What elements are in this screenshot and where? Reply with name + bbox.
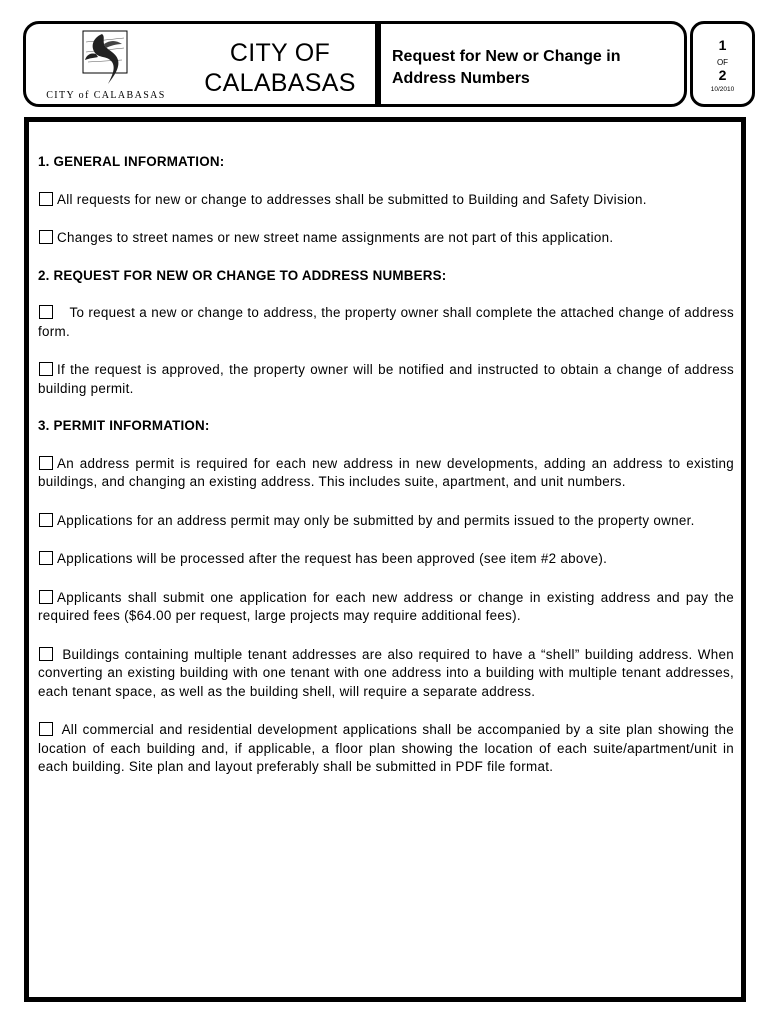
checkbox[interactable] [39, 513, 53, 527]
checkbox[interactable] [39, 590, 53, 604]
city-name-line2: CALABASAS [204, 69, 356, 97]
form-title [392, 46, 662, 90]
permit-item-3: Applications will be processed after the request has been approved (see item #2 above). [38, 550, 734, 569]
page-current: 1 [718, 37, 727, 53]
request-item-1: To request a new or change to address, the property owner shall complete the attached change of address form. [38, 305, 734, 339]
section-heading-request: 2. REQUEST FOR NEW OR CHANGE TO ADDRESS NUMBERS: [38, 267, 447, 283]
checkbox[interactable] [39, 551, 53, 565]
form-title-line2: Address Numbers [392, 70, 530, 87]
checkbox[interactable] [39, 192, 53, 206]
city-name-line1: CITY OF [229, 39, 331, 67]
checkbox[interactable] [39, 305, 53, 319]
main-content-box [24, 117, 746, 1002]
permit-item-1: An address permit is required for each new address in new developments, adding an address to existing buildings, and changing an existing address. This includes suite, apartment, and unit numbers. [38, 455, 734, 489]
checkbox[interactable] [39, 456, 53, 470]
content [38, 153, 734, 777]
checkbox[interactable] [39, 362, 53, 376]
city-name [184, 38, 376, 98]
page-indicator [690, 21, 755, 107]
form-title-line1: Request for New or Change in [392, 48, 621, 65]
page-of-label: OF [716, 58, 729, 67]
permit-item-4: Applicants shall submit one application for each new address or change in existing address and pay the required fees ($64.00 per request, large projects may require additional fees). [38, 589, 734, 623]
header-box [23, 21, 687, 107]
checkbox[interactable] [39, 722, 53, 736]
checkbox[interactable] [39, 647, 53, 661]
permit-item-5: Buildings containing multiple tenant addresses are also required to have a “shell” building address. When converting an existing building with one tenant with one address into a building with multiple tenant addresses, each tenant space, as well as the building shell, will require a separate address. [38, 646, 734, 699]
general-item-1: All requests for new or change to addresses shall be submitted to Building and Safety Division. [38, 191, 734, 210]
logo-text: CITY of CALABASAS [46, 90, 166, 101]
city-logo [26, 24, 184, 104]
request-item-2: If the request is approved, the property owner will be notified and instructed to obtain a change of address building permit. [38, 362, 734, 396]
permit-item-6: All commercial and residential development applications shall be accompanied by a site plan showing the location of each building and, if applicable, a floor plan showing the location of each suite/apartment/unit in each building. Site plan and layout preferably shall be submitted in PDF file format. [38, 722, 735, 774]
section-heading-permit: 3. PERMIT INFORMATION: [38, 418, 210, 433]
revision-date: 10/2010 [710, 86, 735, 93]
page-total: 2 [718, 67, 727, 83]
header-divider [375, 21, 381, 107]
checkbox[interactable] [39, 230, 53, 244]
general-item-2: Changes to street names or new street name assignments are not part of this application. [38, 229, 734, 248]
section-heading-general: 1. GENERAL INFORMATION: [38, 154, 225, 169]
permit-item-2: Applications for an address permit may only be submitted by and permits issued to the property owner. [38, 512, 734, 531]
bird-logo-icon [82, 30, 128, 88]
